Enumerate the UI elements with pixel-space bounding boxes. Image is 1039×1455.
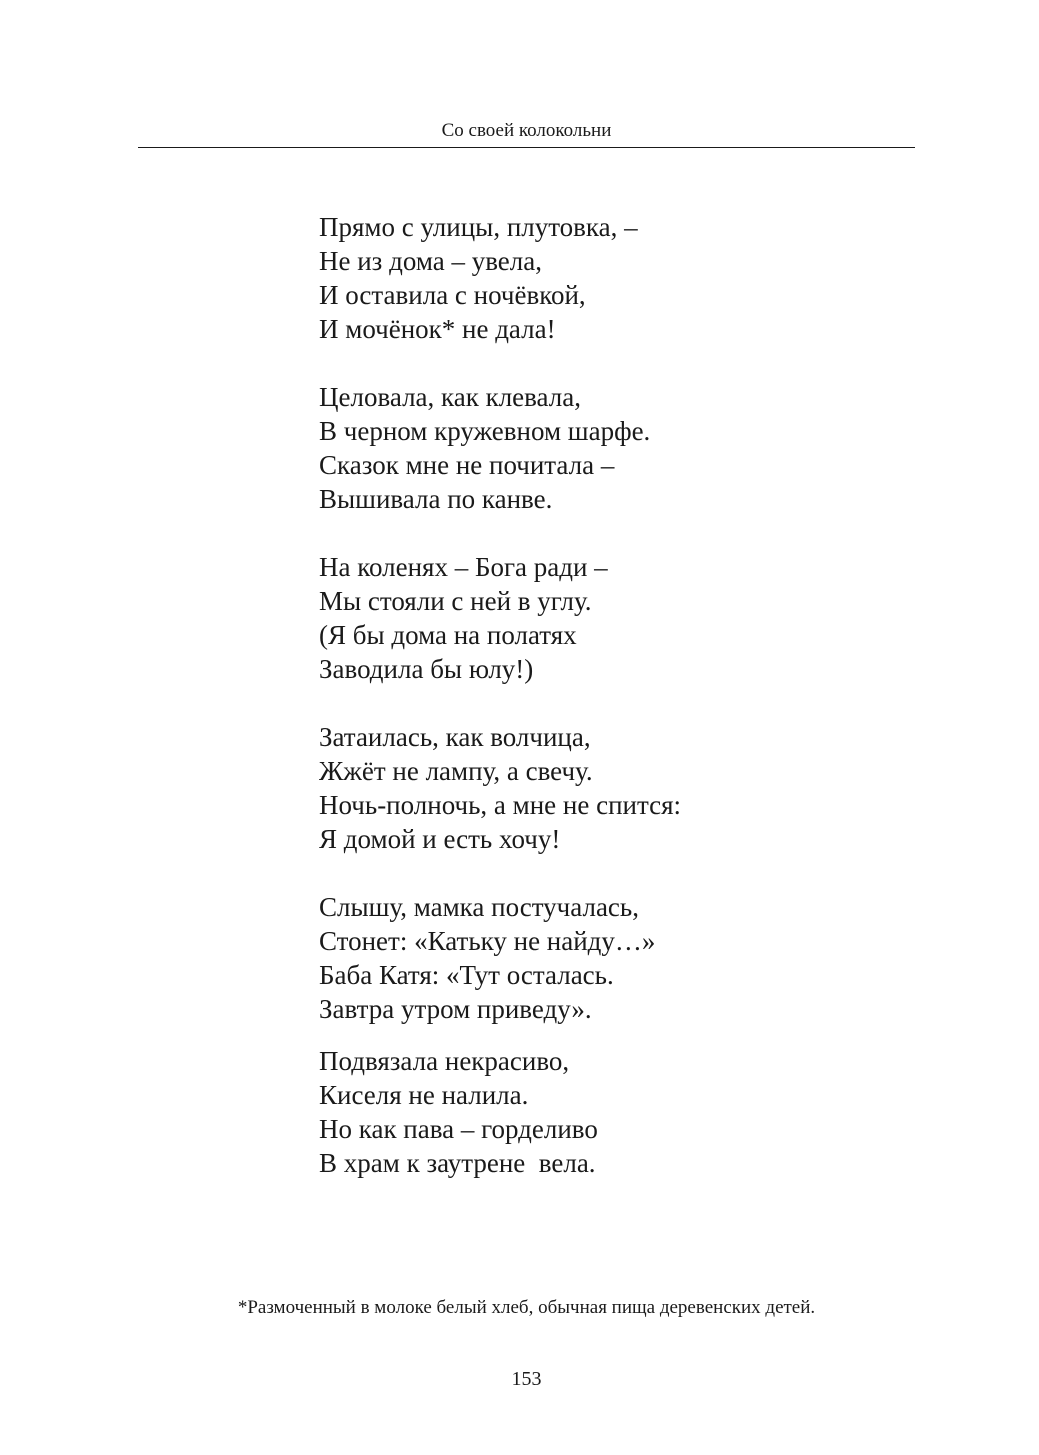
header-rule xyxy=(138,147,915,148)
poem-line: Вышивала по канве. xyxy=(319,484,553,514)
poem-line: Сказок мне не почитала – xyxy=(319,450,615,480)
poem-line: Подвязала некрасиво, xyxy=(319,1046,570,1076)
poem-line: Затаилась, как волчица, xyxy=(319,722,591,752)
poem-line: В черном кружевном шарфе. xyxy=(319,416,651,446)
poem-line: (Я бы дома на полатях xyxy=(319,620,577,650)
poem-line: Я домой и есть хочу! xyxy=(319,824,561,854)
poem-line: Стонет: «Катьку не найду…» xyxy=(319,926,656,956)
poem-line: И мочёнок* не дала! xyxy=(319,314,556,344)
footnote: *Размоченный в молоке белый хлеб, обычная пища деревенских детей. xyxy=(237,1297,816,1318)
poem-line: Мы стояли с ней в углу. xyxy=(319,586,592,616)
stanza-5 xyxy=(319,890,919,1026)
running-header: Со своей колокольни xyxy=(441,120,612,141)
poem-line: Киселя не налила. xyxy=(319,1080,529,1110)
page-number: 153 xyxy=(511,1368,542,1390)
poem-line: Прямо с улицы, плутовка, – xyxy=(319,212,638,242)
poem-line: Слышу, мамка постучалась, xyxy=(319,892,639,922)
poem-line: Баба Катя: «Тут осталась. xyxy=(319,960,614,990)
stanza-1 xyxy=(319,210,919,346)
poem xyxy=(319,210,919,1180)
poem-line: Не из дома – увела, xyxy=(319,246,542,276)
poem-line: На коленях – Бога ради – xyxy=(319,552,608,582)
stanza-3 xyxy=(319,550,919,686)
poem-line: Жжёт не лампу, а свечу. xyxy=(319,756,593,786)
poem-line: Завтра утром приведу». xyxy=(319,994,592,1024)
poem-line: Целовала, как клевала, xyxy=(319,382,581,412)
stanza-6 xyxy=(319,1044,919,1180)
poem-line: И оставила с ночёвкой, xyxy=(319,280,586,310)
stanza-4 xyxy=(319,720,919,856)
poem-line: Но как пава – горделиво xyxy=(319,1114,598,1144)
poem-line: Ночь-полночь, а мне не спится: xyxy=(319,790,681,820)
poem-line: Заводила бы юлу!) xyxy=(319,654,534,684)
poem-line: В храм к заутрене вела. xyxy=(319,1148,596,1178)
stanza-2 xyxy=(319,380,919,516)
